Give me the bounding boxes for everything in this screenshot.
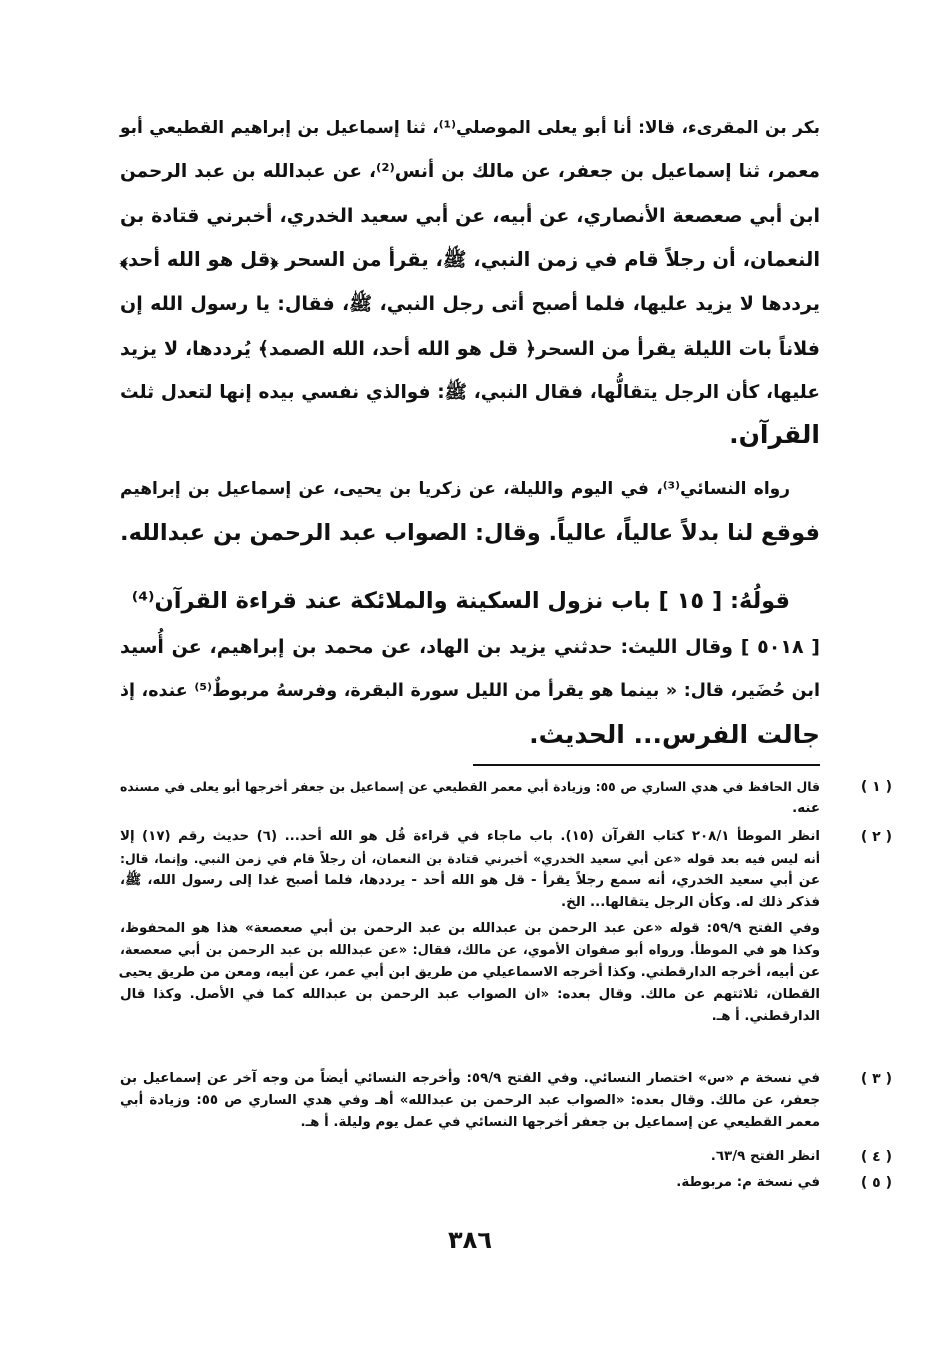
text-line: ابن أبي صعصعة الأنصاري، عن أبيه، عن أبي سعيد الخدري، أخبرني قتادة بن — [120, 205, 820, 227]
footnote-number: ( ٢ ) — [860, 829, 892, 845]
footnote-2 — [118, 826, 892, 1028]
footnote-line: انظر الموطأ ٢٠٨/١ كتاب القرآن (١٥). باب ماجاء في قراءة قُل هو الله أحد... (٦) حديث رقم (١٧) إلا — [120, 829, 821, 844]
text-line: فوقع لنا بدلاً عالياً، عالياً. وقال: الصواب عبد الرحمن بن عبدالله. — [120, 520, 820, 546]
footnote-line: الدارقطني. أ هـ. — [711, 1009, 820, 1024]
footnote-line: في نسخة م: مربوطة. — [676, 1175, 820, 1190]
text-line: عليها، كأن الرجل يتقالُّها، فقال النبي، ﷺ: فوالذي نفسي بيده إنها لتعدل ثلث — [120, 382, 820, 403]
footnote-number: ( ٥ ) — [860, 1175, 892, 1191]
footnote-number: ( ٤ ) — [860, 1149, 892, 1165]
footnote-line: وكذا هو في الموطأ. ورواه أبو صفوان الأموي، عن مالك، فقال: «عن عبدالله بن عبد الرحمن بن أبي صعصعة، — [120, 943, 820, 958]
text-line: يرددها لا يزيد عليها، فلما أصبح أتى رجل النبي، ﷺ، فقال: يا رسول الله إن — [120, 293, 820, 315]
footnote-1 — [120, 776, 892, 820]
text-line: النعمان، أن رجلاً قام في زمن النبي، ﷺ، يقرأ من السحر ﴿قل هو الله أحد﴾ — [120, 248, 820, 271]
footnote-line: عنه. — [792, 801, 820, 816]
footnote-separator — [473, 764, 820, 766]
footnote-3 — [120, 1068, 892, 1134]
footnote-line: عن أبي سعيد الخدري، أنه سمع رجلاً يقرأ - قل هو الله أحد - يرددها، فلما أصبح غدا إلى رسول الله، ﷺ، — [120, 873, 820, 888]
footnote-number: ( ٣ ) — [860, 1071, 892, 1087]
text-line: رواه النسائي⁽³⁾، في اليوم والليلة، عن زكريا بن يحيى، عن إسماعيل بن إبراهيم — [120, 479, 791, 499]
page-number: ٣٨٦ — [448, 1226, 492, 1254]
footnote-number: ( ١ ) — [860, 779, 892, 795]
footnote-line: القطان، ثلاثتهم عن مالك. وقال بعده: «ان الصواب عبد الرحمن بن عبدالله كما في الأصل. وكذا قال — [120, 987, 820, 1002]
chapter-heading: قولُهُ: [ ١٥ ] باب نزول السكينة والملائكة عند قراءة القرآن⁽⁴⁾ — [131, 588, 790, 614]
footnote-line: فذكر ذلك له. وكأن الرجل يتقالها... الخ. — [561, 895, 820, 910]
footnote-line: معمر القطيعي عن إسماعيل بن جعفر أخرجها النسائي في عمل يوم وليلة. أ هـ. — [300, 1115, 820, 1130]
text-line: فلاناً بات الليلة يقرأ من السحر﴿ قل هو الله أحد، الله الصمد﴾ يُرددها، لا يزيد — [120, 338, 820, 360]
footnote-line: وفي الفتح ٥٩/٩: قوله «عن عبد الرحمن بن عبدالله بن عبد الرحمن بن أبي صعصعة» هذا هو المحفوظ، — [120, 921, 820, 936]
text-line: معمر، ثنا إسماعيل بن جعفر، عن مالك بن أنس⁽²⁾، عن عبدالله بن عبد الرحمن — [120, 161, 820, 182]
footnote-line: عن أبيه، أخرجه الدارقطني. وكذا أخرجه الاسماعيلي من طريق ابن أبي عمر، عن أبيه، ومعن من طريق يحيى — [118, 965, 820, 980]
footnote-line: في نسخة م «س» اختصار النسائي. وفي الفتح ٥٩/٩: وأخرجه النسائي أيضاً من وجه آخر عن إسماعيل بن — [120, 1071, 820, 1086]
text-line: ابن حُضَير، قال: « بينما هو يقرأ من الليل سورة البقرة، وفرسهُ مربوطٌ⁽⁵⁾ عنده، إذ — [120, 681, 820, 701]
footnote-5 — [120, 1172, 892, 1194]
text-line: القرآن. — [729, 420, 820, 449]
text-line: [ ٥٠١٨ ] وقال الليث: حدثني يزيد بن الهاد، عن محمد بن إبراهيم، عن أُسيد — [120, 636, 820, 658]
footnote-line: انظر الفتح ٦٣/٩. — [710, 1149, 820, 1164]
text-line: جالت الفرس... الحديث. — [529, 720, 820, 749]
footnote-line: جعفر، عن مالك. وقال بعده: «الصواب عبد الرحمن بن عبدالله» أهـ وفي هدي الساري ص ٥٥: وزيادة أبي — [120, 1093, 820, 1108]
text-line: بكر بن المقرىء، قالا: أنا أبو يعلى الموصلي⁽¹⁾، ثنا إسماعيل بن إبراهيم القطيعي أبو — [120, 118, 820, 138]
footnote-4 — [120, 1146, 892, 1168]
footnote-line: قال الحافظ في هدي الساري ص ٥٥: وزيادة أبي معمر القطيعي عن إسماعيل بن جعفر أخرجها أبو يعلى في مسنده — [120, 779, 820, 794]
footnote-line: أنه ليس فيه بعد قوله «عن أبي سعيد الخدري» أخبرني قتادة بن النعمان، أن رجلاً قام في زمن النبي. وإنما، قال: — [120, 851, 820, 866]
